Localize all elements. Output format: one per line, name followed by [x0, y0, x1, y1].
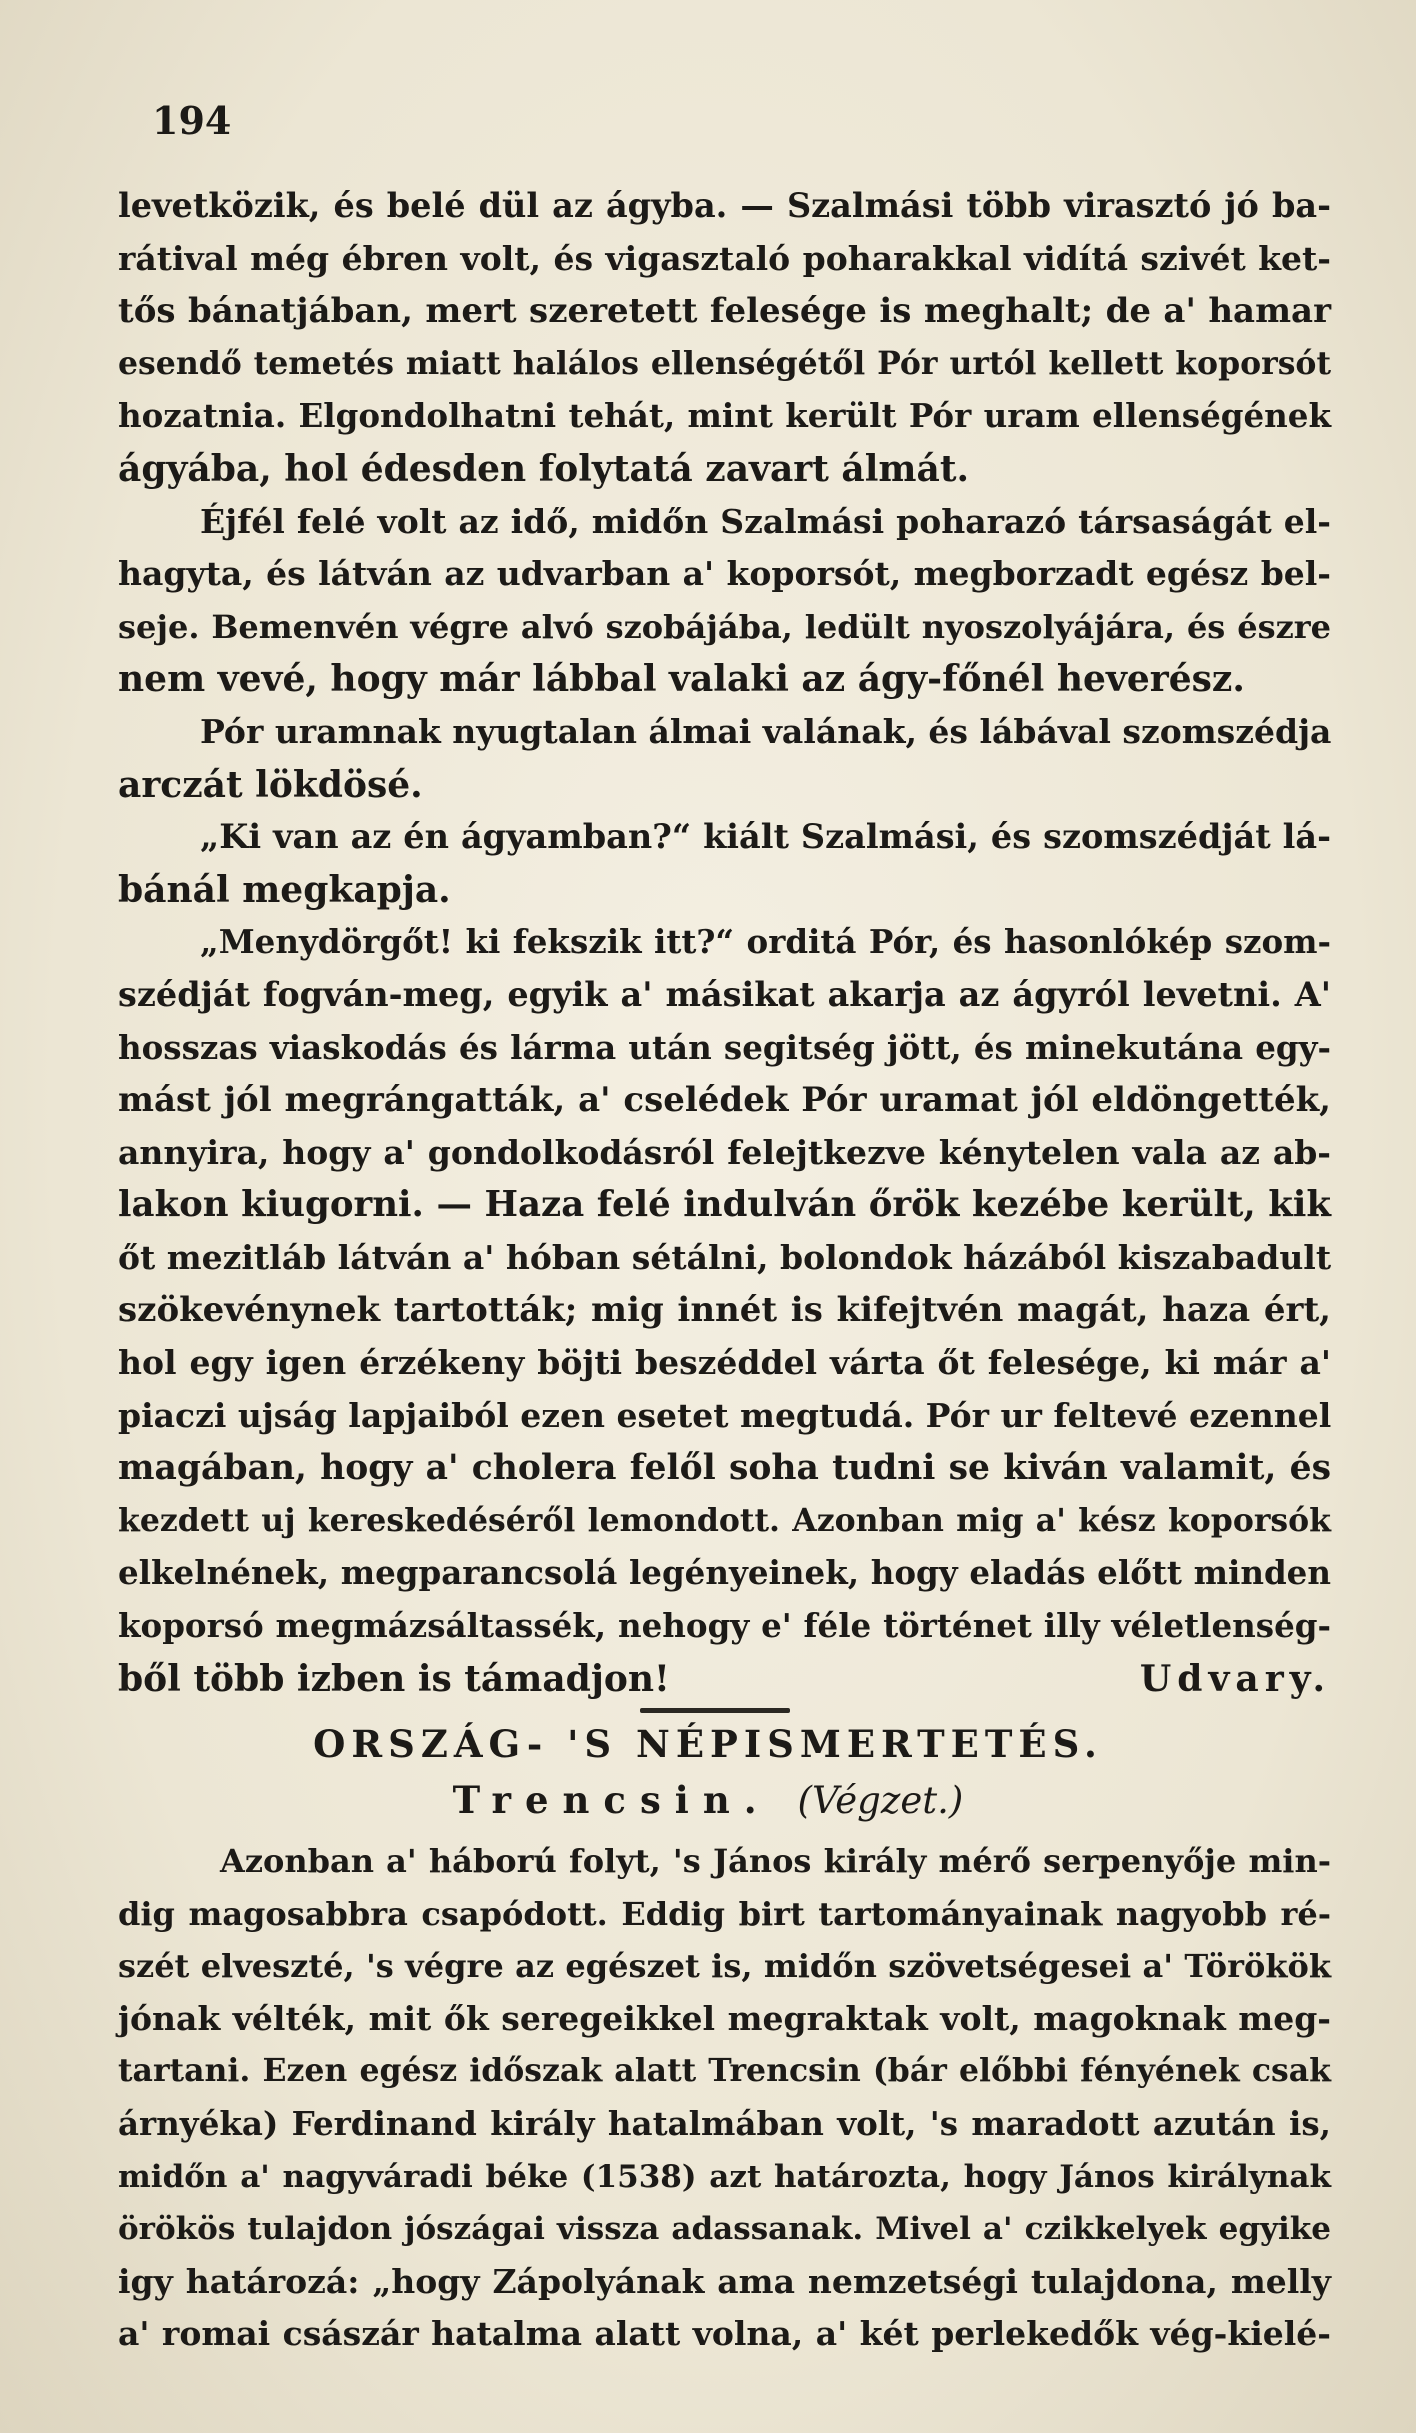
text-line: örökös tulajdon jószágai vissza adassanak. Mivel a' czikkelyek egyike: [118, 2211, 1331, 2248]
text-line: tős bánatjában, mert szeretett felesége is meghalt; de a' hamar: [118, 291, 1331, 332]
text-line: esendő temetés miatt halálos ellenségétől Pór urtól kellett koporsót: [118, 344, 1331, 382]
text-line: elkelnének, megparancsolá legényeinek, hogy eladás előtt minden: [118, 1553, 1331, 1593]
text-line: szökevénynek tartották; mig innét is kifejtvén magát, haza ért,: [118, 1290, 1331, 1331]
text-line: rátival még ébren volt, és vigasztaló poharakkal vidítá szivét ket-: [118, 238, 1331, 278]
text-line: annyira, hogy a' gondolkodásról felejtkezve kénytelen vala az ab-: [118, 1132, 1331, 1172]
page-number: 194: [152, 98, 232, 143]
text-line: dig magosabbra csapódott. Eddig birt tartományainak nagyobb ré-: [118, 1894, 1331, 1933]
text-line: hol egy igen érzékeny böjti beszéddel várta őt felesége, ki már a': [118, 1343, 1331, 1383]
text-line: szét elveszté, 's végre az egészet is, midőn szövetségesei a' Törökök: [118, 1947, 1331, 1986]
text-line: „Menydörgőt! ki fekszik itt?“ orditá Pór, és hasonlókép szom-: [200, 922, 1331, 962]
text-line: ből több izben is támadjon!: [118, 1657, 670, 1700]
text-line: hozatnia. Elgondolhatni tehát, mint került Pór uram ellenségének: [118, 396, 1331, 436]
text-line: „Ki van az én ágyamban?“ kiált Szalmási, és szomszédját lá-: [200, 817, 1331, 857]
story-text: [118, 180, 1331, 1705]
text-line: piaczi ujság lapjaiból ezen esetet megtudá. Pór ur feltevé ezennel: [118, 1395, 1332, 1435]
text-line: a' romai császár hatalma alatt volna, a' két perlekedők vég-kielé-: [118, 2314, 1331, 2354]
text-line: arczát lökdösé.: [118, 763, 423, 806]
text-line: Éjfél felé volt az idő, midőn Szalmási poharazó társaságát el-: [200, 501, 1331, 541]
text-line: mást jól megrángatták, a' cselédek Pór uramat jól eldöngették,: [118, 1080, 1331, 1121]
text-line: igy határozá: „hogy Zápolyának ama nemzetségi tulajdona, melly: [118, 2261, 1331, 2301]
text-line: kezdett uj kereskedéséről lemondott. Azonban mig a' kész koporsók: [118, 1501, 1331, 1539]
text-line: szédját fogván-meg, egyik a' másikat akarja az ágyról levetni. A': [118, 974, 1331, 1014]
section-subtitle: [0, 1778, 1416, 1822]
text-line: midőn a' nagyváradi béke (1538) azt határozta, hogy János királynak: [118, 2158, 1331, 2195]
text-line: koporsó megmázsáltassék, nehogy e' féle történet illy véletlenség-: [118, 1606, 1331, 1646]
section-title: ORSZÁG- 'S NÉPISMERTETÉS.: [313, 1722, 1103, 1766]
text-line: seje. Bemenvén végre alvó szobájába, ledült nyoszolyájára, és észre: [118, 607, 1331, 646]
text-line: magában, hogy a' cholera felől soha tudni se kiván valamit, és: [118, 1448, 1331, 1489]
closing-line-row: [118, 1653, 1331, 1706]
text-line: levetközik, és belé dül az ágyba. — Szalmási több virasztó jó ba-: [118, 186, 1331, 225]
text-line: őt mezitláb látván a' hóban sétálni, bolondok házából kiszabadult: [118, 1237, 1332, 1277]
subtitle-place: Trencsin.: [452, 1778, 771, 1822]
subtitle-note: (Végzet.): [797, 1779, 964, 1822]
section-divider: [640, 1708, 790, 1713]
text-line: nem vevé, hogy már lábbal valaki az ágy-főnél heverész.: [118, 658, 1245, 701]
article-text: [118, 1835, 1331, 2361]
text-line: ágyába, hol édesden folytatá zavart álmát.: [118, 447, 969, 490]
text-line: hagyta, és látván az udvarban a' koporsót, megborzadt egész bel-: [118, 554, 1331, 594]
text-line: Azonban a' háború folyt, 's János király mérő serpenyője min-: [220, 1842, 1331, 1880]
text-line: lakon kiugorni. — Haza felé indulván őrök kezébe került, kik: [118, 1184, 1331, 1226]
text-line: bánál megkapja.: [118, 868, 451, 911]
text-line: tartani. Ezen egész időszak alatt Trencsin (bár előbbi fényének csak: [118, 2052, 1331, 2090]
author-signature: Udvary.: [1139, 1657, 1331, 1700]
text-line: árnyéka) Ferdinand király hatalmában volt, 's maradott azután is,: [118, 2103, 1331, 2143]
text-line: Pór uramnak nyugtalan álmai valának, és lábával szomszédja: [200, 711, 1332, 751]
text-line: jónak vélték, mit ők seregeikkel megraktak volt, magoknak meg-: [118, 1998, 1331, 2038]
text-line: hosszas viaskodás és lárma után segitség jött, és minekutána egy-: [118, 1027, 1331, 1067]
